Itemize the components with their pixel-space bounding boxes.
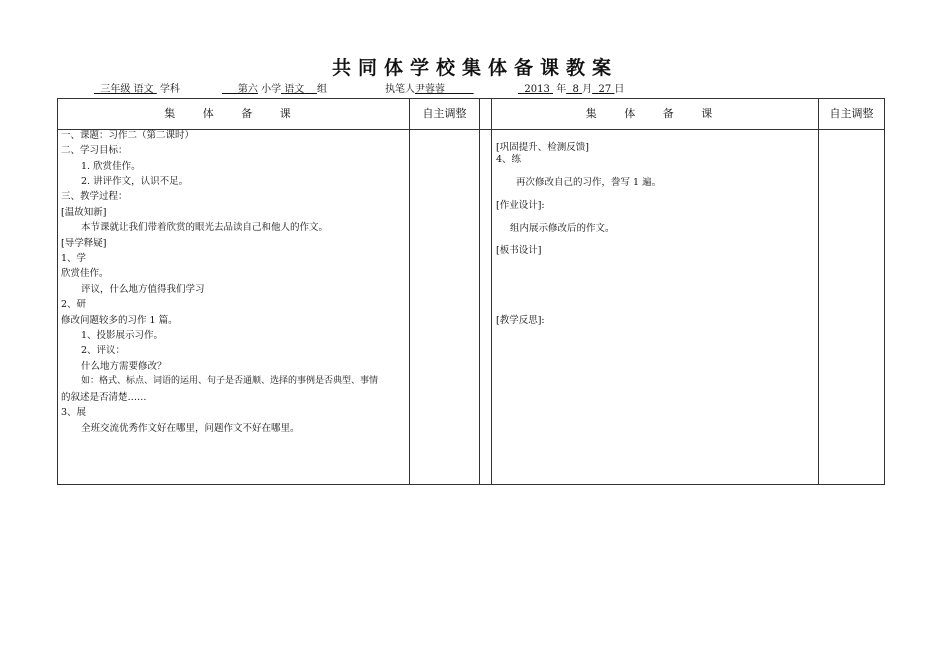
date-day: 27 [598, 84, 612, 95]
step-heading: 2、研 [61, 299, 87, 310]
objectives-heading: 二、学习目标： [61, 145, 128, 156]
date-info [518, 80, 624, 95]
date-month: 8 [572, 84, 579, 95]
group-num: 第六 [237, 84, 258, 95]
section-consolidate: [巩固提升、检测反馈] [496, 142, 589, 153]
header-collective-right: 集 体 备 课 [585, 107, 725, 120]
table-bottom-border [57, 484, 884, 485]
text-line: 全班交流优秀作文好在哪里，问题作文不好在哪里。 [81, 423, 300, 434]
subject-label: 学科 [159, 84, 180, 95]
objective-item: 1. 欣赏佳作。 [81, 161, 141, 172]
text-line: 本节课就让我们带着欣赏的眼光去品读自己和他人的作文。 [81, 222, 329, 233]
author-info [385, 80, 474, 95]
date-year: 2013 [524, 84, 550, 95]
day-label: 日 [614, 84, 625, 95]
process-heading: 三、教学过程： [61, 191, 128, 202]
lesson-title: 一、课题：习作二（第二课时） [61, 130, 195, 141]
section-homework: [作业设计]: [496, 200, 545, 211]
text-line: 修改问题较多的习作 1 篇。 [61, 315, 178, 326]
text-line: 组内展示修改后的作文。 [510, 223, 615, 234]
text-line: 1、投影展示习作。 [81, 330, 164, 341]
subject-value: 语文 [133, 84, 154, 95]
group-label: 组 [317, 84, 327, 95]
step-heading: 3、展 [61, 407, 87, 418]
grade-value: 三年级 [100, 84, 131, 95]
section-board: [板书设计] [496, 245, 542, 256]
step-heading: 1、学 [61, 253, 87, 264]
author-label: 执笔人 [385, 84, 415, 95]
column-divider [409, 98, 410, 485]
table-left-border [57, 98, 58, 485]
section-review: [温故知新] [61, 207, 107, 218]
group-subject: 语文 [284, 84, 305, 95]
group-info [222, 80, 327, 95]
month-label: 月 [582, 84, 593, 95]
author-name: 尹蓉蓉 [415, 84, 445, 95]
text-line: 什么地方需要修改？ [81, 361, 167, 372]
table-right-border [884, 98, 885, 485]
header-self-adjust-left: 自主调整 [422, 107, 467, 120]
text-line: 再次修改自己的习作，誊写 1 遍。 [516, 177, 662, 188]
header-self-adjust-right: 自主调整 [829, 107, 874, 120]
grade-subject [94, 80, 180, 95]
column-divider [491, 98, 492, 485]
page-title: 共同体学校集体备课教案 [331, 57, 618, 79]
section-guide: [导学释疑] [61, 238, 107, 249]
objective-item: 2. 讲评作文，认识不足。 [81, 176, 189, 187]
section-reflection: [教学反思]: [496, 315, 545, 326]
header-collective-left: 集 体 备 课 [164, 107, 303, 120]
column-divider [479, 98, 480, 485]
text-line: 如：格式、标点、词语的运用、句子是否通顺、选择的事例是否典型、事情 [81, 376, 379, 386]
text-line: 的叙述是否清楚…… [61, 392, 147, 403]
step-heading: 4、练 [496, 154, 522, 165]
column-divider [818, 98, 819, 485]
text-line: 欣赏佳作。 [61, 268, 109, 279]
text-line: 评议，什么地方值得我们学习 [81, 284, 205, 295]
group-mid: 小学 [261, 84, 282, 95]
year-label: 年 [556, 84, 567, 95]
text-line: 2、评议： [81, 345, 126, 356]
